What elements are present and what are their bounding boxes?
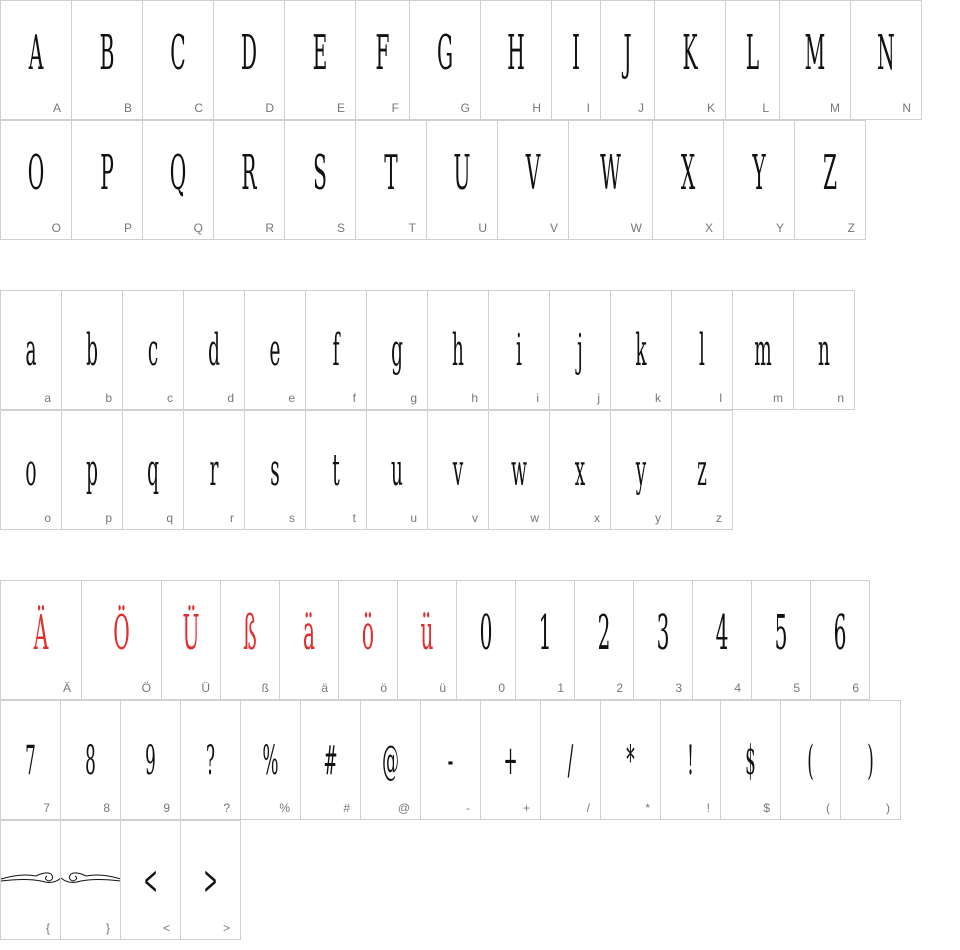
- glyph-cell: [551, 0, 601, 120]
- glyph-sample: Q: [169, 145, 187, 201]
- glyph-sample: ü: [420, 605, 434, 661]
- glyph-caption: b: [105, 391, 112, 405]
- glyph-sample: C: [170, 25, 186, 81]
- glyph-caption: !: [706, 801, 710, 815]
- glyph-sample: Ü: [182, 605, 200, 661]
- glyph-caption: Ä: [62, 681, 71, 695]
- glyph-sample: B: [99, 25, 115, 81]
- glyph-caption: Ö: [141, 681, 151, 695]
- glyph-cell: [671, 410, 733, 530]
- glyph-cell: [549, 290, 611, 410]
- glyph-caption: ö: [380, 681, 387, 695]
- glyph-caption: g: [410, 391, 417, 405]
- glyph-cell: [183, 410, 245, 530]
- glyph-caption: u: [410, 511, 417, 525]
- glyph-sample: l: [699, 325, 705, 376]
- glyph-cell: [61, 290, 123, 410]
- glyph-caption: $: [763, 801, 770, 815]
- glyph-sample: y: [635, 445, 647, 496]
- glyph-caption: s: [289, 511, 295, 525]
- glyph-sample: 3: [656, 605, 670, 661]
- glyph-caption: I: [586, 101, 590, 115]
- glyph-caption: e: [288, 391, 295, 405]
- glyph-caption: {: [45, 921, 50, 935]
- glyph-cell: [61, 410, 123, 530]
- glyph-cell: [122, 290, 184, 410]
- glyph-sample: @: [382, 738, 399, 784]
- glyph-sample: t: [332, 445, 340, 496]
- glyph-caption: 4: [734, 681, 741, 695]
- glyph-cell: [488, 410, 550, 530]
- glyph-cell: [0, 820, 61, 940]
- glyph-cell: [420, 700, 481, 820]
- glyph-sample: q: [147, 445, 159, 496]
- uppercase-row-2: [0, 120, 865, 240]
- glyph-sample: e: [269, 325, 281, 376]
- glyph-caption: U: [478, 221, 487, 235]
- glyph-caption: z: [716, 511, 722, 525]
- glyph-cell: [213, 120, 285, 240]
- glyph-cell: [366, 290, 428, 410]
- glyph-caption: m: [773, 391, 783, 405]
- glyph-cell: [409, 0, 481, 120]
- glyph-sample: P: [100, 145, 114, 201]
- glyph-caption: p: [105, 511, 112, 525]
- glyph-sample: c: [147, 325, 159, 376]
- glyph-cell: [122, 410, 184, 530]
- glyph-cell: [488, 290, 550, 410]
- glyph-sample: r: [209, 445, 219, 496]
- glyph-cell: [120, 700, 181, 820]
- glyph-caption: W: [630, 221, 642, 235]
- glyph-sample: N: [877, 25, 895, 81]
- glyph-cell: [654, 0, 726, 120]
- glyph-sample: *: [626, 738, 635, 784]
- glyph-cell: [0, 580, 82, 700]
- glyph-cell: [60, 820, 121, 940]
- glyph-caption: ü: [439, 681, 446, 695]
- glyph-sample: X: [680, 145, 696, 201]
- glyph-cell: [0, 410, 62, 530]
- glyph-sample: ): [867, 738, 874, 784]
- glyph-cell: [652, 120, 724, 240]
- glyph-cell: [751, 580, 811, 700]
- glyph-cell: [794, 120, 866, 240]
- glyph-caption: +: [522, 801, 530, 815]
- glyph-cell: [180, 820, 241, 940]
- glyph-cell: [497, 120, 569, 240]
- glyph-caption: L: [762, 101, 769, 115]
- glyph-caption: ?: [223, 801, 230, 815]
- glyph-caption: V: [549, 221, 558, 235]
- glyph-caption: 3: [675, 681, 682, 695]
- glyph-caption: @: [397, 801, 410, 815]
- glyph-sample: >: [203, 858, 218, 904]
- glyph-sample: f: [332, 325, 340, 376]
- glyph-cell: [360, 700, 421, 820]
- glyph-sample: j: [577, 325, 583, 376]
- glyph-cell: [305, 290, 367, 410]
- glyph-cell: [355, 0, 410, 120]
- glyph-sample: ä: [302, 605, 316, 661]
- glyph-cell: [183, 290, 245, 410]
- glyph-cell: [305, 410, 367, 530]
- glyph-caption: B: [123, 101, 132, 115]
- glyph-cell: [284, 120, 356, 240]
- glyph-sample: h: [452, 325, 464, 376]
- glyph-cell: [574, 580, 634, 700]
- glyph-sample: U: [453, 145, 471, 201]
- glyph-caption: E: [336, 101, 345, 115]
- glyph-sample: W: [600, 145, 621, 201]
- glyph-caption: *: [645, 801, 650, 815]
- glyph-sample: 9: [145, 738, 156, 784]
- glyph-cell: [780, 700, 841, 820]
- glyph-sample: $: [745, 738, 756, 784]
- glyph-caption: X: [704, 221, 713, 235]
- glyph-caption: A: [52, 101, 61, 115]
- glyph-sample: I: [572, 25, 580, 81]
- glyph-cell: [220, 580, 280, 700]
- glyph-cell: [480, 700, 541, 820]
- glyph-cell: [426, 120, 498, 240]
- glyph-caption: <: [162, 921, 170, 935]
- glyph-caption: 0: [498, 681, 505, 695]
- glyph-cell: [0, 120, 72, 240]
- uppercase-row-1: [0, 0, 921, 120]
- glyph-caption: q: [166, 511, 173, 525]
- glyph-caption: -: [466, 801, 470, 815]
- glyph-caption: ä: [321, 681, 328, 695]
- glyph-sample: z: [697, 445, 707, 496]
- glyph-cell: [600, 700, 661, 820]
- glyph-cell: [427, 410, 489, 530]
- glyph-sample: 2: [597, 605, 611, 661]
- glyph-caption: c: [167, 391, 173, 405]
- glyph-caption: 6: [852, 681, 859, 695]
- glyph-caption: }: [105, 921, 110, 935]
- glyph-sample: n: [818, 325, 830, 376]
- glyph-cell: [366, 410, 428, 530]
- glyph-cell: [427, 290, 489, 410]
- glyph-sample: u: [391, 445, 403, 496]
- glyph-sample: (: [807, 738, 814, 784]
- glyph-cell: [81, 580, 162, 700]
- glyph-cell: [633, 580, 693, 700]
- glyph-caption: 2: [616, 681, 623, 695]
- glyph-caption: G: [460, 101, 470, 115]
- glyph-sample: F: [375, 25, 390, 81]
- glyph-caption: Q: [193, 221, 203, 235]
- glyph-sample: v: [452, 445, 464, 496]
- glyph-cell: [720, 700, 781, 820]
- glyph-caption: r: [230, 511, 234, 525]
- glyph-cell: [142, 0, 214, 120]
- glyph-sample: a: [25, 325, 37, 376]
- glyph-caption: %: [279, 801, 290, 815]
- symbols-row-2: [0, 700, 900, 820]
- glyph-cell: [480, 0, 552, 120]
- glyph-caption: J: [638, 101, 644, 115]
- glyph-cell: [540, 700, 601, 820]
- glyph-caption: ): [886, 801, 890, 815]
- glyph-sample: -: [447, 738, 454, 784]
- glyph-cell: [240, 700, 301, 820]
- glyph-cell: [660, 700, 721, 820]
- glyph-sample: R: [241, 145, 257, 201]
- glyph-sample: +: [503, 738, 518, 784]
- glyph-sample: 4: [715, 605, 729, 661]
- glyph-cell: [244, 410, 306, 530]
- lowercase-row-1: [0, 290, 854, 410]
- glyph-cell: [671, 290, 733, 410]
- glyph-caption: /: [586, 801, 590, 815]
- glyph-cell: [779, 0, 851, 120]
- glyph-sample: 6: [833, 605, 847, 661]
- glyph-cell: [850, 0, 922, 120]
- glyph-caption: n: [837, 391, 844, 405]
- glyph-caption: ß: [261, 681, 269, 695]
- glyph-caption: a: [44, 391, 51, 405]
- glyph-caption: M: [830, 101, 840, 115]
- glyph-cell: [732, 290, 794, 410]
- glyph-caption: Y: [775, 221, 784, 235]
- glyph-caption: f: [352, 391, 356, 405]
- glyph-sample: s: [270, 445, 280, 496]
- glyph-sample: K: [682, 25, 698, 81]
- glyph-sample: m: [754, 325, 772, 376]
- glyph-cell: [456, 580, 516, 700]
- glyph-sample: <: [143, 858, 158, 904]
- glyph-sample: J: [623, 25, 632, 81]
- glyph-sample: A: [28, 25, 44, 81]
- glyph-sample: T: [384, 145, 398, 201]
- glyph-sample: L: [745, 25, 760, 81]
- glyph-sample: #: [323, 738, 338, 784]
- glyph-caption: j: [597, 391, 600, 405]
- glyph-sample: O: [27, 145, 45, 201]
- glyph-caption: v: [472, 511, 478, 525]
- ornament-swirl-icon: [1, 821, 61, 939]
- glyph-caption: 1: [557, 681, 564, 695]
- glyph-sample: H: [507, 25, 525, 81]
- glyph-caption: 9: [163, 801, 170, 815]
- glyph-cell: [0, 0, 72, 120]
- glyph-cell: [355, 120, 427, 240]
- glyph-cell: [284, 0, 356, 120]
- glyph-cell: [71, 120, 143, 240]
- glyph-cell: [723, 120, 795, 240]
- glyph-sample: Ä: [33, 605, 49, 661]
- glyph-cell: [549, 410, 611, 530]
- glyph-caption: y: [655, 511, 661, 525]
- glyph-cell: [279, 580, 339, 700]
- glyph-caption: P: [123, 221, 132, 235]
- glyph-cell: [600, 0, 655, 120]
- glyph-sample: V: [525, 145, 541, 201]
- glyph-sample: S: [313, 145, 327, 201]
- glyph-caption: w: [530, 511, 539, 525]
- glyph-sample: o: [25, 445, 37, 496]
- glyph-cell: [610, 410, 672, 530]
- glyph-cell: [244, 290, 306, 410]
- glyph-sample: p: [86, 445, 98, 496]
- glyph-caption: S: [336, 221, 345, 235]
- glyph-sample: 5: [774, 605, 788, 661]
- glyph-caption: l: [719, 391, 722, 405]
- glyph-sample: %: [262, 738, 279, 784]
- glyph-caption: 7: [43, 801, 50, 815]
- glyph-cell: [810, 580, 870, 700]
- glyph-sample: E: [312, 25, 328, 81]
- glyph-cell: [180, 700, 241, 820]
- glyph-cell: [568, 120, 653, 240]
- glyph-sample: Z: [822, 145, 838, 201]
- glyph-sample: 1: [538, 605, 552, 661]
- glyph-cell: [725, 0, 780, 120]
- glyph-sample: x: [574, 445, 586, 496]
- glyph-caption: 5: [793, 681, 800, 695]
- glyph-sample: g: [391, 325, 403, 376]
- glyph-caption: H: [532, 101, 541, 115]
- glyph-caption: i: [536, 391, 539, 405]
- glyph-cell: [71, 0, 143, 120]
- symbols-row-3: [0, 820, 240, 940]
- glyph-cell: [692, 580, 752, 700]
- glyph-sample: ö: [361, 605, 375, 661]
- symbols-row-1: [0, 580, 869, 700]
- glyph-cell: [300, 700, 361, 820]
- glyph-caption: #: [343, 801, 350, 815]
- glyph-cell: [397, 580, 457, 700]
- glyph-cell: [515, 580, 575, 700]
- lowercase-row-2: [0, 410, 732, 530]
- glyph-cell: [840, 700, 901, 820]
- glyph-sample: b: [86, 325, 98, 376]
- glyph-caption: 8: [103, 801, 110, 815]
- glyph-sample: G: [436, 25, 454, 81]
- glyph-sample: 7: [25, 738, 36, 784]
- glyph-sample: ?: [205, 738, 216, 784]
- glyph-caption: O: [51, 221, 61, 235]
- glyph-cell: [610, 290, 672, 410]
- glyph-caption: x: [594, 511, 600, 525]
- glyph-cell: [793, 290, 855, 410]
- glyph-caption: Ü: [201, 681, 210, 695]
- glyph-caption: (: [826, 801, 830, 815]
- glyph-cell: [142, 120, 214, 240]
- glyph-caption: D: [265, 101, 274, 115]
- glyph-cell: [338, 580, 398, 700]
- glyph-caption: C: [194, 101, 203, 115]
- glyph-caption: N: [902, 101, 911, 115]
- glyph-caption: K: [706, 101, 715, 115]
- glyph-sample: ß: [243, 605, 257, 661]
- glyph-caption: d: [227, 391, 234, 405]
- glyph-caption: >: [222, 921, 230, 935]
- glyph-sample: M: [804, 25, 826, 81]
- glyph-cell: [60, 700, 121, 820]
- glyph-sample: Ö: [113, 605, 130, 661]
- glyph-sample: Y: [752, 145, 766, 201]
- glyph-sample: 0: [479, 605, 493, 661]
- glyph-caption: F: [391, 101, 399, 115]
- glyph-sample: w: [511, 445, 527, 496]
- glyph-cell: [120, 820, 181, 940]
- glyph-caption: o: [44, 511, 51, 525]
- glyph-sample: i: [516, 325, 522, 376]
- glyph-sample: !: [687, 738, 694, 784]
- glyph-cell: [161, 580, 221, 700]
- glyph-caption: h: [471, 391, 478, 405]
- ornament-swirl-icon: [61, 821, 121, 939]
- glyph-cell: [0, 290, 62, 410]
- glyph-caption: k: [655, 391, 661, 405]
- glyph-cell: [0, 700, 61, 820]
- glyph-sample: k: [635, 325, 647, 376]
- glyph-caption: R: [265, 221, 274, 235]
- glyph-sample: D: [240, 25, 258, 81]
- glyph-sample: /: [567, 738, 574, 784]
- glyph-caption: Z: [847, 221, 855, 235]
- glyph-sample: 8: [85, 738, 96, 784]
- glyph-cell: [213, 0, 285, 120]
- glyph-sample: d: [208, 325, 220, 376]
- glyph-caption: T: [408, 221, 416, 235]
- glyph-caption: t: [352, 511, 356, 525]
